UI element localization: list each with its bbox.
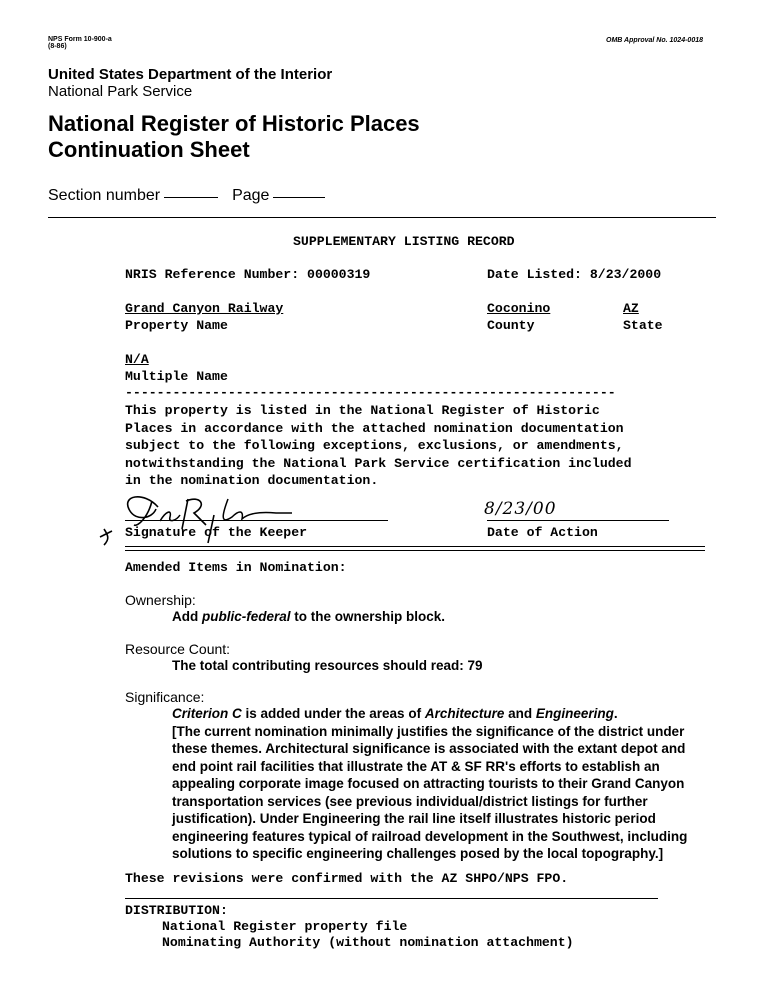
- nris-row: [125, 266, 370, 284]
- form-number-block: [48, 36, 112, 50]
- ownership-emphasis: public-federal: [202, 609, 291, 624]
- architecture-emphasis: Architecture: [424, 706, 505, 721]
- significance-paragraph: [172, 705, 712, 863]
- record-heading: SUPPLEMENTARY LISTING RECORD: [293, 234, 515, 249]
- section-number-field: [164, 197, 218, 198]
- statement-line: This property is listed in the National Register of Historic: [125, 403, 600, 418]
- handwritten-date: 8/23/00: [484, 499, 557, 519]
- header-divider: [48, 217, 716, 218]
- significance-text: .: [613, 706, 618, 721]
- statement-line: in the nomination documentation.: [125, 473, 379, 488]
- date-listed-row: [487, 266, 661, 284]
- significance-line: engineering features typical of railroad development in the Southwest, including: [172, 828, 688, 844]
- agency-name: National Park Service: [48, 83, 193, 100]
- double-divider: [125, 546, 705, 551]
- confirmation-text: These revisions were confirmed with the AZ SHPO/NPS FPO.: [125, 871, 569, 886]
- distribution-item: Nominating Authority (without nomination attachment): [162, 935, 574, 950]
- county-label: County: [487, 318, 535, 333]
- significance-line: [The current nomination minimally justifies the significance of the district under: [172, 723, 685, 739]
- significance-line: end point rail facilities that illustrate the AT & SF RR's efforts to establish an: [172, 758, 660, 774]
- significance-criterion-line: [172, 705, 712, 723]
- ownership-heading: Ownership:: [125, 592, 196, 608]
- date-of-action-label: Date of Action: [487, 525, 598, 540]
- title-line-2: Continuation Sheet: [48, 137, 250, 162]
- statement-line: Places in accordance with the attached nomination documentation: [125, 420, 624, 436]
- significance-heading: Significance:: [125, 689, 205, 705]
- significance-line: appealing corporate image focused on attracting tourists to their Grand Canyon: [172, 776, 685, 791]
- page-label: Page: [232, 187, 270, 204]
- multiple-name-value: N/A: [125, 352, 149, 367]
- nris-label: NRIS Reference Number:: [125, 267, 300, 282]
- county-value: Coconino: [487, 301, 551, 316]
- date-listed-label: Date Listed:: [487, 267, 582, 282]
- signature-line: [125, 520, 388, 521]
- statement-line: notwithstanding the National Park Service certification included: [125, 455, 632, 471]
- resource-count-text: The total contributing resources should read: 79: [172, 658, 483, 673]
- distribution-item: National Register property file: [162, 919, 408, 934]
- omb-approval: OMB Approval No. 1024-0018: [606, 37, 703, 44]
- page-title: [48, 111, 420, 163]
- distribution-divider: [125, 898, 658, 899]
- dashed-divider: --------------------------------------------------------------: [125, 385, 616, 400]
- significance-text: is added under the areas of: [241, 706, 425, 721]
- property-name: Grand Canyon Railway: [125, 301, 284, 316]
- department-name: United States Department of the Interior: [48, 66, 333, 83]
- section-number-label: Section number: [48, 187, 161, 204]
- significance-text: and: [504, 706, 536, 721]
- ownership-text-post: to the ownership block.: [290, 609, 446, 624]
- criterion-emphasis: Criterion C: [172, 706, 242, 721]
- title-line-1: National Register of Historic Places: [48, 111, 420, 136]
- property-name-label: Property Name: [125, 318, 228, 333]
- listing-statement: [125, 402, 631, 490]
- form-number: NPS Form 10-900-a: [48, 36, 112, 43]
- state-label: State: [623, 318, 663, 333]
- resource-count-heading: Resource Count:: [125, 641, 231, 657]
- nris-value: 00000319: [307, 267, 371, 282]
- statement-line: subject to the following exceptions, exclusions, or amendments,: [125, 438, 624, 453]
- significance-line: solutions to specific engineering challenges posed by the local topography.]: [172, 846, 664, 861]
- distribution-heading: DISTRIBUTION:: [125, 903, 228, 918]
- significance-line: justification). Under Engineering the rail line itself illustrates historic period: [172, 811, 656, 826]
- form-date: (8-86): [48, 43, 67, 50]
- significance-line: these themes. Architectural significance is associated with the extant depot and: [172, 741, 686, 756]
- amended-heading: Amended Items in Nomination:: [125, 560, 347, 575]
- multiple-name-label: Multiple Name: [125, 369, 228, 384]
- page-field: [273, 197, 325, 198]
- date-listed-value: 8/23/2000: [589, 267, 662, 282]
- signature-label: Signature of the Keeper: [125, 525, 308, 540]
- date-of-action-line: [487, 520, 669, 521]
- ownership-text: [172, 608, 445, 626]
- ownership-text-pre: Add: [172, 609, 202, 624]
- engineering-emphasis: Engineering: [535, 706, 614, 721]
- section-page-row: [48, 187, 325, 205]
- state-value: AZ: [623, 301, 639, 316]
- significance-line: transportation services (see previous individual/district listings for further: [172, 793, 648, 809]
